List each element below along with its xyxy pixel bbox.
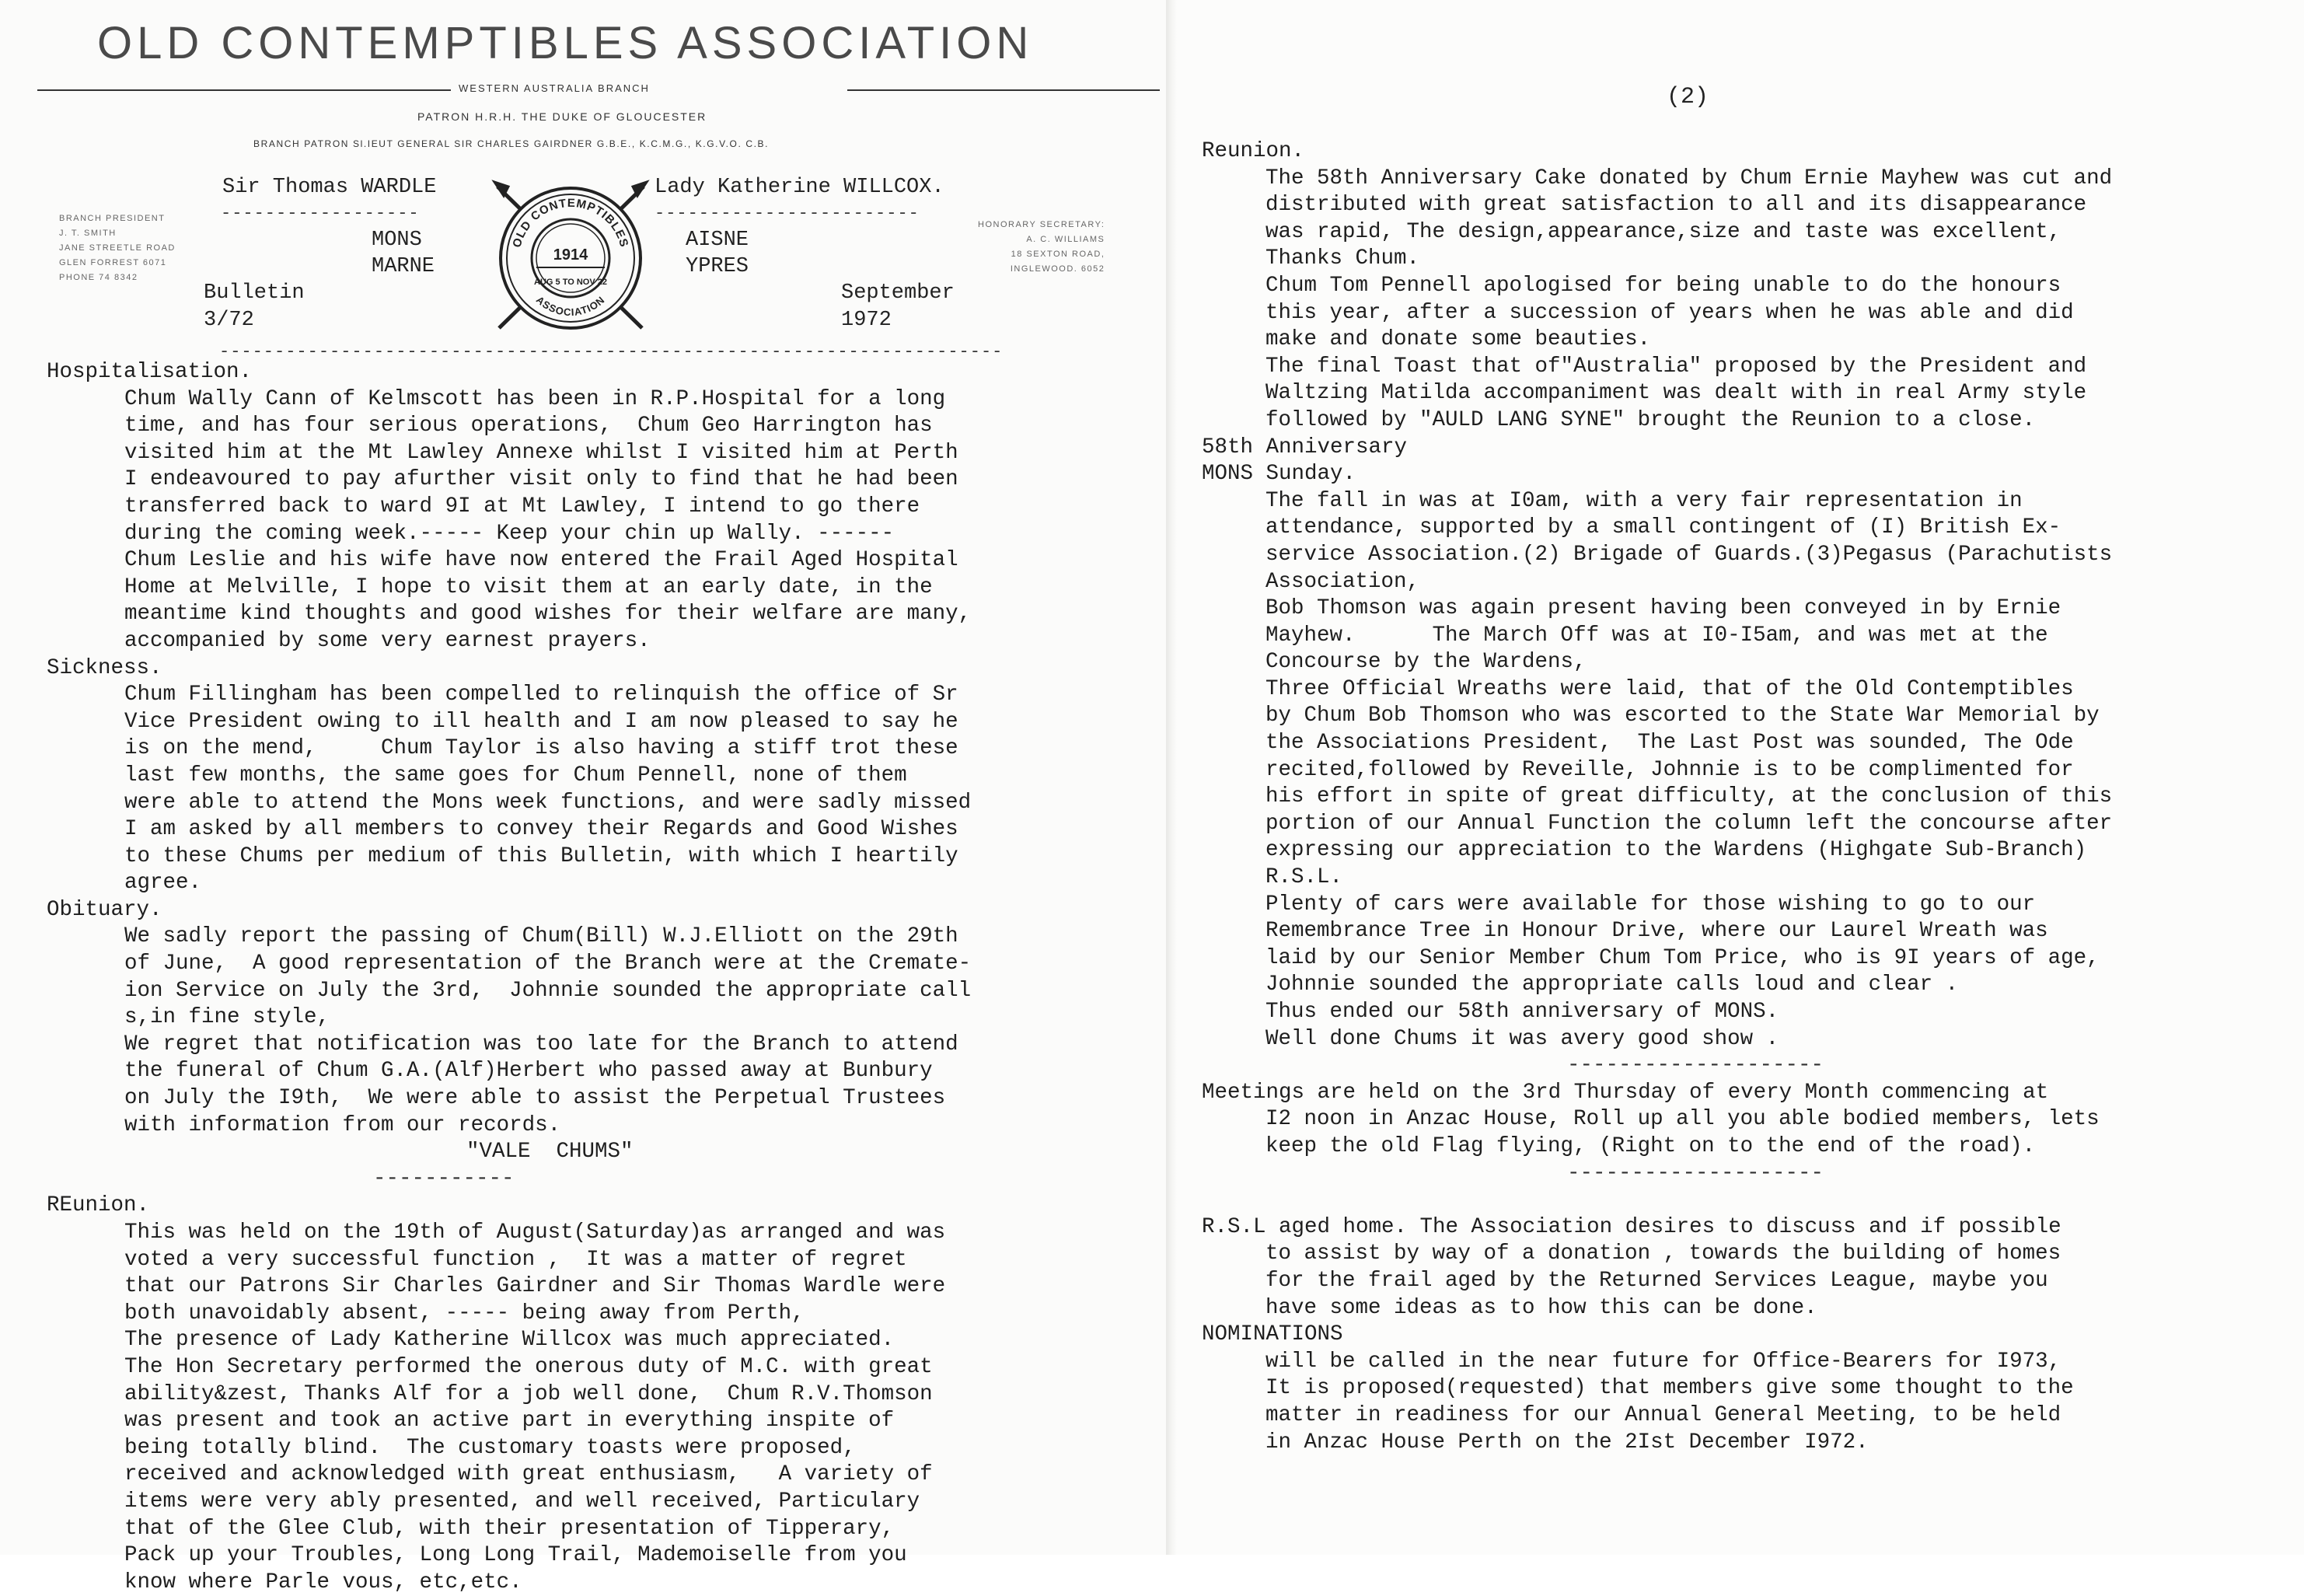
page-number: (2) (1667, 84, 1709, 110)
patron-wardle: Sir Thomas WARDLE (222, 176, 437, 199)
body-line: s,in fine style, (124, 1005, 330, 1030)
body-line: is on the mend, Chum Taylor is also having a stiff trot these (124, 736, 958, 761)
body-line: Chum Fillingham has been compelled to relinquish the office of Sr (124, 683, 958, 707)
body-line: voted a very successful function , It was a matter of regret (124, 1247, 907, 1272)
battle-ypres: YPRES (686, 255, 749, 278)
body-line: being totally blind. The customary toasts were proposed, (124, 1435, 856, 1460)
body-line: Pack up your Troubles, Long Long Trail, Mademoiselle from you (124, 1543, 907, 1568)
body-line: Vice President owing to ill health and I am now pleased to say he (124, 709, 958, 734)
date-year: 1972 (841, 309, 892, 332)
body-line: visited him at the Mt Lawley Annexe whilst I visited him at Perth (124, 440, 958, 465)
secretary-town: INGLEWOOD. 6052 (1010, 264, 1105, 274)
body-line: expressing our appreciation to the Wardens (Highgate Sub-Branch) (1265, 838, 2087, 863)
emblem-year: 1914 (553, 246, 588, 264)
bulletin-number: 3/72 (204, 309, 254, 332)
old-contemptibles-medallion-icon (488, 176, 653, 341)
body-line: the funeral of Chum G.A.(Alf)Herbert who passed away at Bunbury (124, 1059, 933, 1084)
date-month: September (841, 281, 955, 305)
battle-mons: MONS (372, 229, 422, 252)
body-line: I2 noon in Anzac House, Roll up all you able bodied members, lets (1265, 1107, 2100, 1132)
president-street: JANE STREETLE ROAD (59, 243, 176, 253)
body-line: agree. (124, 871, 202, 896)
secretary-street: 18 SEXTON ROAD, (1011, 250, 1105, 259)
section-heading: Obituary. (47, 897, 162, 922)
body-line: recited,followed by Reveille, Johnnie is to be complimented for (1265, 757, 2074, 782)
body-line: this year, after a succession of years when he was able and did (1265, 300, 2074, 325)
body-line: Three Official Wreaths were laid, that of the Old Contemptibles (1265, 676, 2074, 701)
body-line: Chum Wally Cann of Kelmscott has been in R.P.Hospital for a long (124, 386, 946, 411)
body-line: Concourse by the Wardens, (1265, 650, 1587, 675)
body-line: on July the I9th, We were able to assist the Perpetual Trustees (124, 1086, 946, 1111)
body-line: Association, (1265, 569, 1420, 594)
centered-line: "VALE CHUMS" (466, 1140, 634, 1165)
body-line: The final Toast that of"Australia" proposed by the President and (1265, 354, 2087, 379)
body-line: have some ideas as to how this can be done. (1265, 1295, 1817, 1320)
section-heading: Reunion. (1202, 139, 1305, 163)
secretary-name: A. C. WILLIAMS (1026, 235, 1105, 244)
dash-rule-right: ------------------------ (655, 204, 920, 223)
body-line: attendance, supported by a small contingent of (I) British Ex- (1265, 515, 2061, 540)
body-line: Mayhew. The March Off was at I0-I5am, and was met at the (1265, 623, 2048, 648)
body-line: last few months, the same goes for Chum Pennell, none of them (124, 763, 907, 788)
section-heading: Sickness. (47, 655, 162, 680)
president-title: BRANCH PRESIDENT (59, 214, 166, 223)
section-heading: Hospitalisation. (47, 360, 253, 384)
body-line: Johnnie sounded the appropriate calls loud and clear . (1265, 973, 1959, 997)
patron-willcox: Lady Katherine WILLCOX. (655, 176, 944, 199)
body-line: It is proposed(requested) that members give some thought to the (1265, 1376, 2074, 1401)
body-line: make and donate some beauties. (1265, 327, 1651, 352)
body-line: his effort in spite of great difficulty, at the conclusion of this (1265, 784, 2113, 809)
body-line: to these Chums per medium of this Bulletin, with which I heartily (124, 843, 958, 868)
body-line: Waltzing Matilda accompaniment was dealt with in real Army style (1265, 381, 2087, 406)
body-line: during the coming week.----- Keep your chin up Wally. ------ (124, 521, 895, 546)
body-line: meantime kind thoughts and good wishes for their welfare are many, (124, 602, 972, 627)
page-gutter (1166, 0, 1177, 1555)
body-line: We sadly report the passing of Chum(Bill) W.J.Elliott on the 29th (124, 924, 958, 949)
body-line: time, and has four serious operations, Chum Geo Harrington has (124, 414, 933, 438)
body-line: Remembrance Tree in Honour Drive, where our Laurel Wreath was (1265, 919, 2048, 944)
body-line: both unavoidably absent, ----- being away from Perth, (124, 1301, 805, 1325)
body-line: were able to attend the Mons week functions, and were sadly missed (124, 790, 972, 815)
section-heading: REunion. (47, 1193, 150, 1218)
president-phone: PHONE 74 8342 (59, 273, 138, 282)
body-line: received and acknowledged with great enthusiasm, A variety of (124, 1462, 933, 1487)
body-line: Home at Melville, I hope to visit them at an early date, in the (124, 574, 933, 599)
body-line: with information from our records. (124, 1112, 561, 1137)
body-line: in Anzac House Perth on the 2Ist December I972. (1265, 1430, 1869, 1455)
body-line: I am asked by all members to convey their Regards and Good Wishes (124, 817, 958, 842)
body-line: was present and took an active part in everything inspite of (124, 1409, 895, 1434)
body-line: of June, A good representation of the Branch were at the Cremate- (124, 952, 972, 976)
dash-separator: ----------- (373, 1166, 515, 1191)
body-line: matter in readiness for our Annual General Meeting, to be held (1265, 1402, 2061, 1427)
section-heading: R.S.L aged home. The Association desires to discuss and if possible (1202, 1214, 2061, 1239)
dash-separator: -------------------- (1567, 1053, 1824, 1078)
body-line: will be called in the near future for Office-Bearers for I973, (1265, 1349, 2061, 1374)
section-heading: MONS Sunday. (1202, 462, 1356, 487)
body-line: Thus ended our 58th anniversary of MONS. (1265, 1000, 1779, 1024)
body-line: The fall in was at I0am, with a very fair representation in (1265, 488, 2023, 513)
body-line: I endeavoured to pay afurther visit only to find that he had been (124, 467, 958, 492)
body-line: was rapid, The design,appearance,size and taste was excellent, (1265, 219, 2061, 244)
body-line: transferred back to ward 9I at Mt Lawley, I intend to go there (124, 494, 920, 519)
body-line: Bob Thomson was again present having been conveyed in by Ernie (1265, 596, 2061, 621)
body-line: ion Service on July the 3rd, Johnnie sounded the appropriate call (124, 978, 972, 1003)
body-line: Plenty of cars were available for those wishing to go to our (1265, 892, 2036, 917)
body-line: ability&zest, Thanks Alf for a job well done, Chum R.V.Thomson (124, 1381, 933, 1406)
battle-aisne: AISNE (686, 229, 749, 252)
body-line: that of the Glee Club, with their presentation of Tipperary, (124, 1516, 895, 1541)
title-rule-right (847, 89, 1160, 91)
body-line: the Associations President, The Last Post was sounded, The Ode (1265, 731, 2074, 756)
emblem-ring-bottom: ASSOCIATION (533, 293, 608, 319)
body-line: Chum Leslie and his wife have now entered the Frail Aged Hospital (124, 548, 958, 573)
dash-rule-left: ------------------ (221, 204, 420, 223)
body-line: to assist by way of a donation , towards the building of homes (1265, 1242, 2061, 1266)
patron-line: PATRON H.R.H. THE DUKE OF GLOUCESTER (417, 110, 707, 123)
body-line: accompanied by some very earnest prayers. (124, 628, 651, 653)
body-line: This was held on the 19th of August(Saturday)as arranged and was (124, 1221, 946, 1245)
bulletin-label: Bulletin (204, 281, 305, 305)
president-town: GLEN FORREST 6071 (59, 258, 167, 267)
emblem-dates: AUG 5 TO NOV 22 (534, 278, 607, 287)
body-line: distributed with great satisfaction to all and its disappearance (1265, 193, 2087, 218)
branch-name: WESTERN AUSTRALIA BRANCH (459, 82, 650, 94)
body-line: We regret that notification was too late for the Branch to attend (124, 1032, 958, 1056)
header-dash-rule: ----------------------------------------------------------------------- (219, 342, 1004, 361)
body-line: for the frail aged by the Returned Services League, maybe you (1265, 1268, 2048, 1293)
association-title: OLD CONTEMPTIBLES ASSOCIATION (97, 18, 1034, 68)
section-heading: 58th Anniversary (1202, 435, 1408, 459)
body-line: items were very ably presented, and well received, Particulary (124, 1489, 920, 1514)
bulletin-column-2 (1202, 138, 2112, 1456)
section-heading: Meetings are held on the 3rd Thursday of every Month commencing at (1202, 1080, 2049, 1105)
blank-line (1202, 1187, 2112, 1214)
branch-patron-line: BRANCH PATRON Sl.IEUT GENERAL SIR CHARLES GAIRDNER G.B.E., K.C.M.G., K.G.V.O. C.B. (253, 138, 770, 149)
body-line: Chum Tom Pennell apologised for being unable to do the honours (1265, 273, 2061, 298)
bulletin-column-1 (47, 359, 971, 1596)
body-line: by Chum Bob Thomson who was escorted to the State War Memorial by (1265, 704, 2100, 728)
body-line: The presence of Lady Katherine Willcox was much appreciated. (124, 1328, 895, 1353)
title-rule-left (37, 89, 451, 91)
emblem-ring-top: OLD CONTEMPTIBLES (510, 196, 631, 250)
body-line: that our Patrons Sir Charles Gairdner and Sir Thomas Wardle were (124, 1274, 946, 1299)
dash-separator: -------------------- (1567, 1161, 1824, 1186)
body-line: Thanks Chum. (1265, 246, 1420, 271)
body-line: Well done Chums it was avery good show . (1265, 1026, 1779, 1051)
body-line: know where Parle vous, etc,etc. (124, 1570, 522, 1594)
body-line: The Hon Secretary performed the onerous duty of M.C. with great (124, 1354, 933, 1379)
battle-marne: MARNE (372, 255, 435, 278)
body-line: R.S.L. (1265, 865, 1343, 890)
body-line: portion of our Annual Function the column left the concourse after (1265, 811, 2113, 836)
secretary-title: HONORARY SECRETARY: (978, 220, 1105, 229)
body-line: The 58th Anniversary Cake donated by Chum Ernie Mayhew was cut and (1265, 166, 2113, 190)
president-name: J. T. SMITH (59, 229, 117, 238)
body-line: laid by our Senior Member Chum Tom Price, who is 9I years of age, (1265, 945, 2100, 970)
bulletin-page-2 (1177, 0, 2304, 1555)
body-line: keep the old Flag flying, (Right on to the end of the road). (1265, 1133, 2036, 1158)
secretary-block (978, 218, 1105, 277)
president-block (59, 211, 176, 285)
body-line: service Association.(2) Brigade of Guards.(3)Pegasus (Parachutists (1265, 542, 2113, 567)
body-line: followed by "AULD LANG SYNE" brought the Reunion to a close. (1265, 407, 2036, 432)
section-heading: NOMINATIONS (1202, 1322, 1343, 1347)
